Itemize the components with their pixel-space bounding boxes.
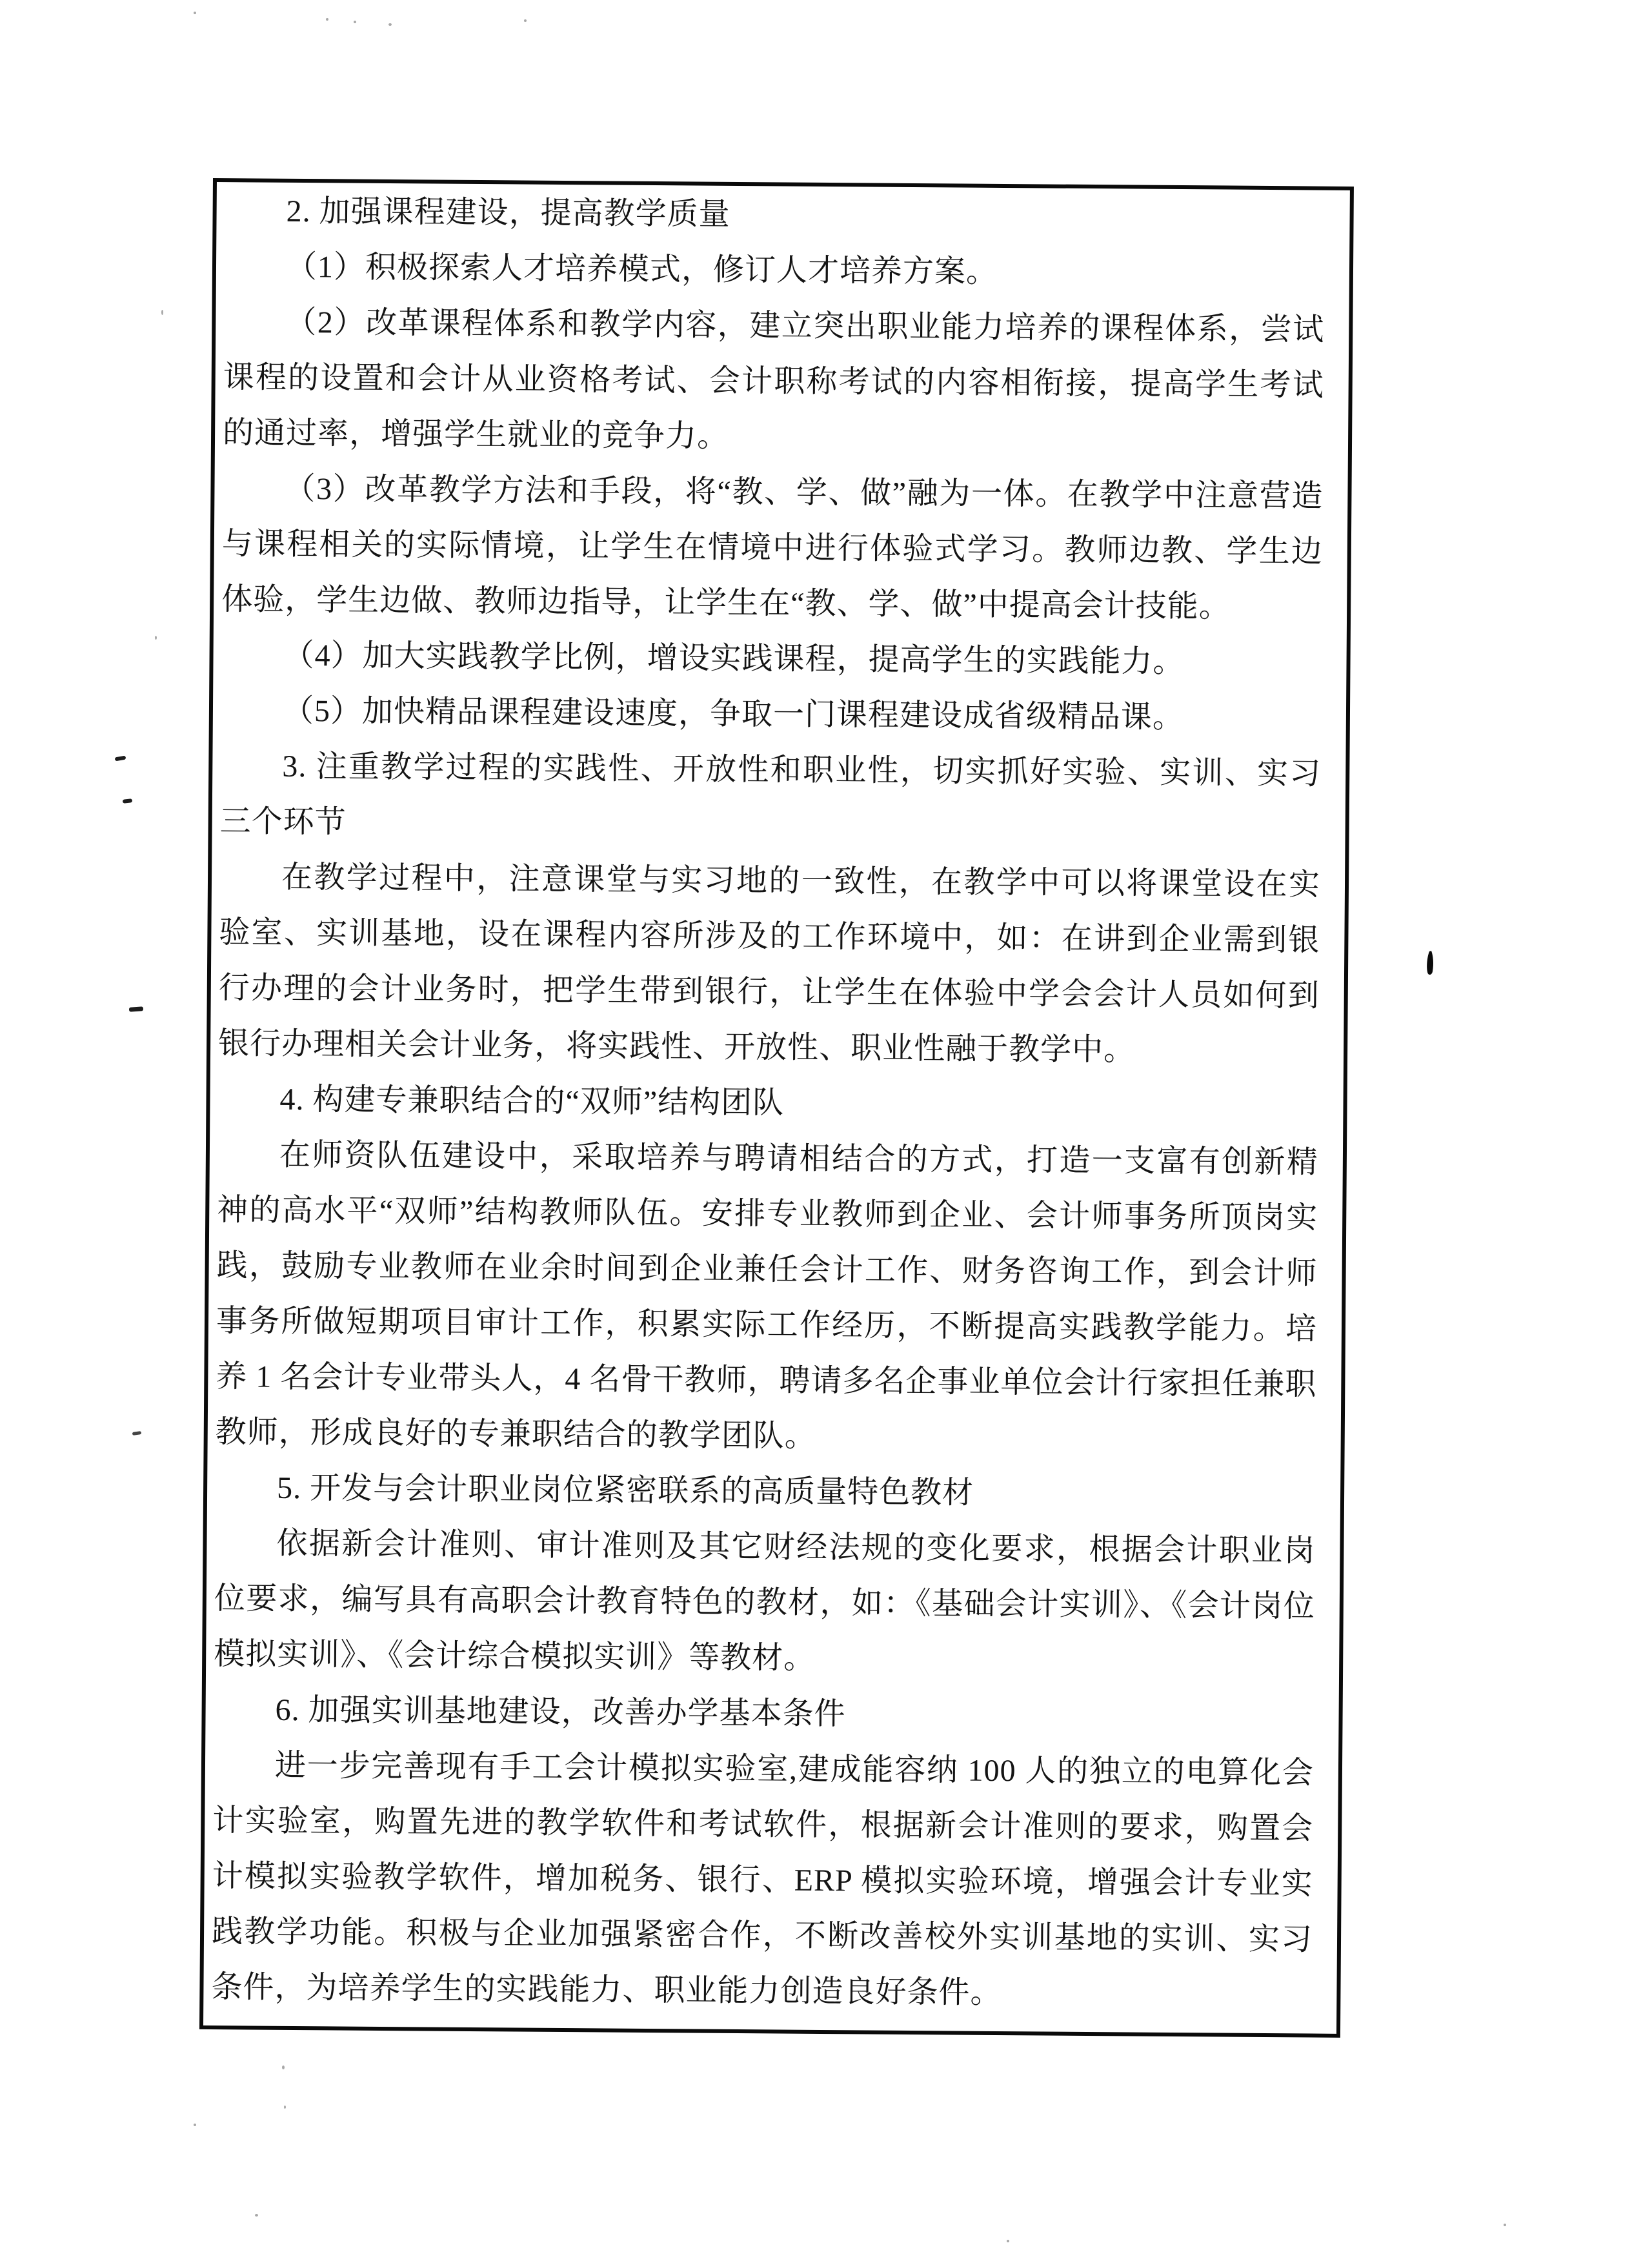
scan-speck (524, 19, 527, 22)
heading-3: 3. 注重教学过程的实践性、开放性和职业性，切实抓好实验、实训、实习三个环节 (219, 749, 1322, 840)
paragraph-2-1: （1）积极探索人才培养模式，修订人才培养方案。 (285, 249, 998, 289)
paragraph-2-4: （4）加大实践教学比例，增设实践课程，提高学生的实践能力。 (283, 638, 1185, 680)
heading-6: 6. 加强实训基地建设，改善办学基本条件 (275, 1692, 846, 1732)
scan-speck (282, 2065, 285, 2069)
margin-tick-mark (115, 756, 126, 762)
paragraph-5-body: 依据新会计准则、审计准则及其它财经法规的变化要求，根据会计职业岗位要求，编写具有高职会计教育特色的教材，如：《基础会计实训》、《会计岗位模拟实训》、《会计综合模拟实训》等教材。 (214, 1526, 1316, 1676)
scan-speck (388, 23, 392, 26)
margin-tick-mark (123, 798, 133, 804)
scan-speck (155, 636, 157, 640)
document-body (211, 183, 1325, 2031)
scan-speck (255, 2214, 258, 2217)
margin-tick-mark (132, 1431, 142, 1436)
scan-speck (284, 2106, 286, 2109)
scan-speck (194, 12, 196, 14)
paragraph-2-3: （3）改革教学方法和手段，将“教、学、做”融为一体。在教学中注意营造与课程相关的实际情境，让学生在情境中进行体验式学习。教师边教、学生边体验，学生边做、教师边指导，让学生在“教、学、做”中提高会计技能。 (221, 471, 1324, 624)
scan-speck (354, 21, 356, 23)
paragraph-6-body: 进一步完善现有手工会计模拟实验室,建成能容纳 100 人的独立的电算化会计实验室，购置先进的教学软件和考试软件，根据新会计准则的要求，购置会计模拟实验教学软件，增加税务、银行、ERP 模拟实验环境，增强会计专业实践教学功能。积极与企业加强紧密合作，不断改善校外实训基地的实训、实习条件，为培养学生的实践能力、职业能力创造良好条件。 (211, 1748, 1315, 2011)
scan-speck (1504, 2224, 1506, 2226)
paragraph-2-2: （2）改革课程体系和教学内容，建立突出职业能力培养的课程体系，尝试课程的设置和会计从业资格考试、会计职称考试的内容相衔接，提高学生考试的通过率，增强学生就业的竞争力。 (222, 305, 1325, 454)
ink-mark (1425, 950, 1436, 977)
heading-5: 5. 开发与会计职业岗位紧密联系的高质量特色教材 (276, 1470, 974, 1510)
scan-speck (326, 18, 328, 21)
paragraph-3-body: 在教学过程中，注意课堂与实习地的一致性，在教学中可以将课堂设在实验室、实训基地，设在课程内容所涉及的工作环境中，如：在讲到企业需到银行办理的会计业务时，把学生带到银行，让学生在体验中学会会计人员如何到银行办理相关会计业务，将实践性、开放性、职业性融于教学中。 (217, 860, 1321, 1068)
paragraph-4-body: 在师资队伍建设中，采取培养与聘请相结合的方式，打造一支富有创新精神的高水平“双师”结构教师队伍。安排专业教师到企业、会计师事务所顶岗实践，鼓励专业教师在业余时间到企业兼任会计工作、财务咨询工作，到会计师事务所做短期项目审计工作，积累实际工作经历，不断提高实践教学能力。培养 1 名会计专业带头人，4 名骨干教师，聘请多名企事业单位会计行家担任兼职教师，形成良好的专兼职结合的教学团队。 (215, 1137, 1319, 1454)
heading-4: 4. 构建专兼职结合的“双师”结构团队 (279, 1082, 785, 1121)
heading-2: 2. 加强课程建设，提高教学质量 (286, 194, 730, 232)
margin-tick-mark (129, 1006, 143, 1012)
scan-speck (161, 310, 163, 315)
document-frame (199, 178, 1354, 2038)
scan-speck (1007, 2240, 1009, 2242)
scan-speck (194, 2124, 196, 2126)
paragraph-2-5: （5）加快精品课程建设速度，争取一门课程建设成省级精品课。 (282, 693, 1185, 735)
